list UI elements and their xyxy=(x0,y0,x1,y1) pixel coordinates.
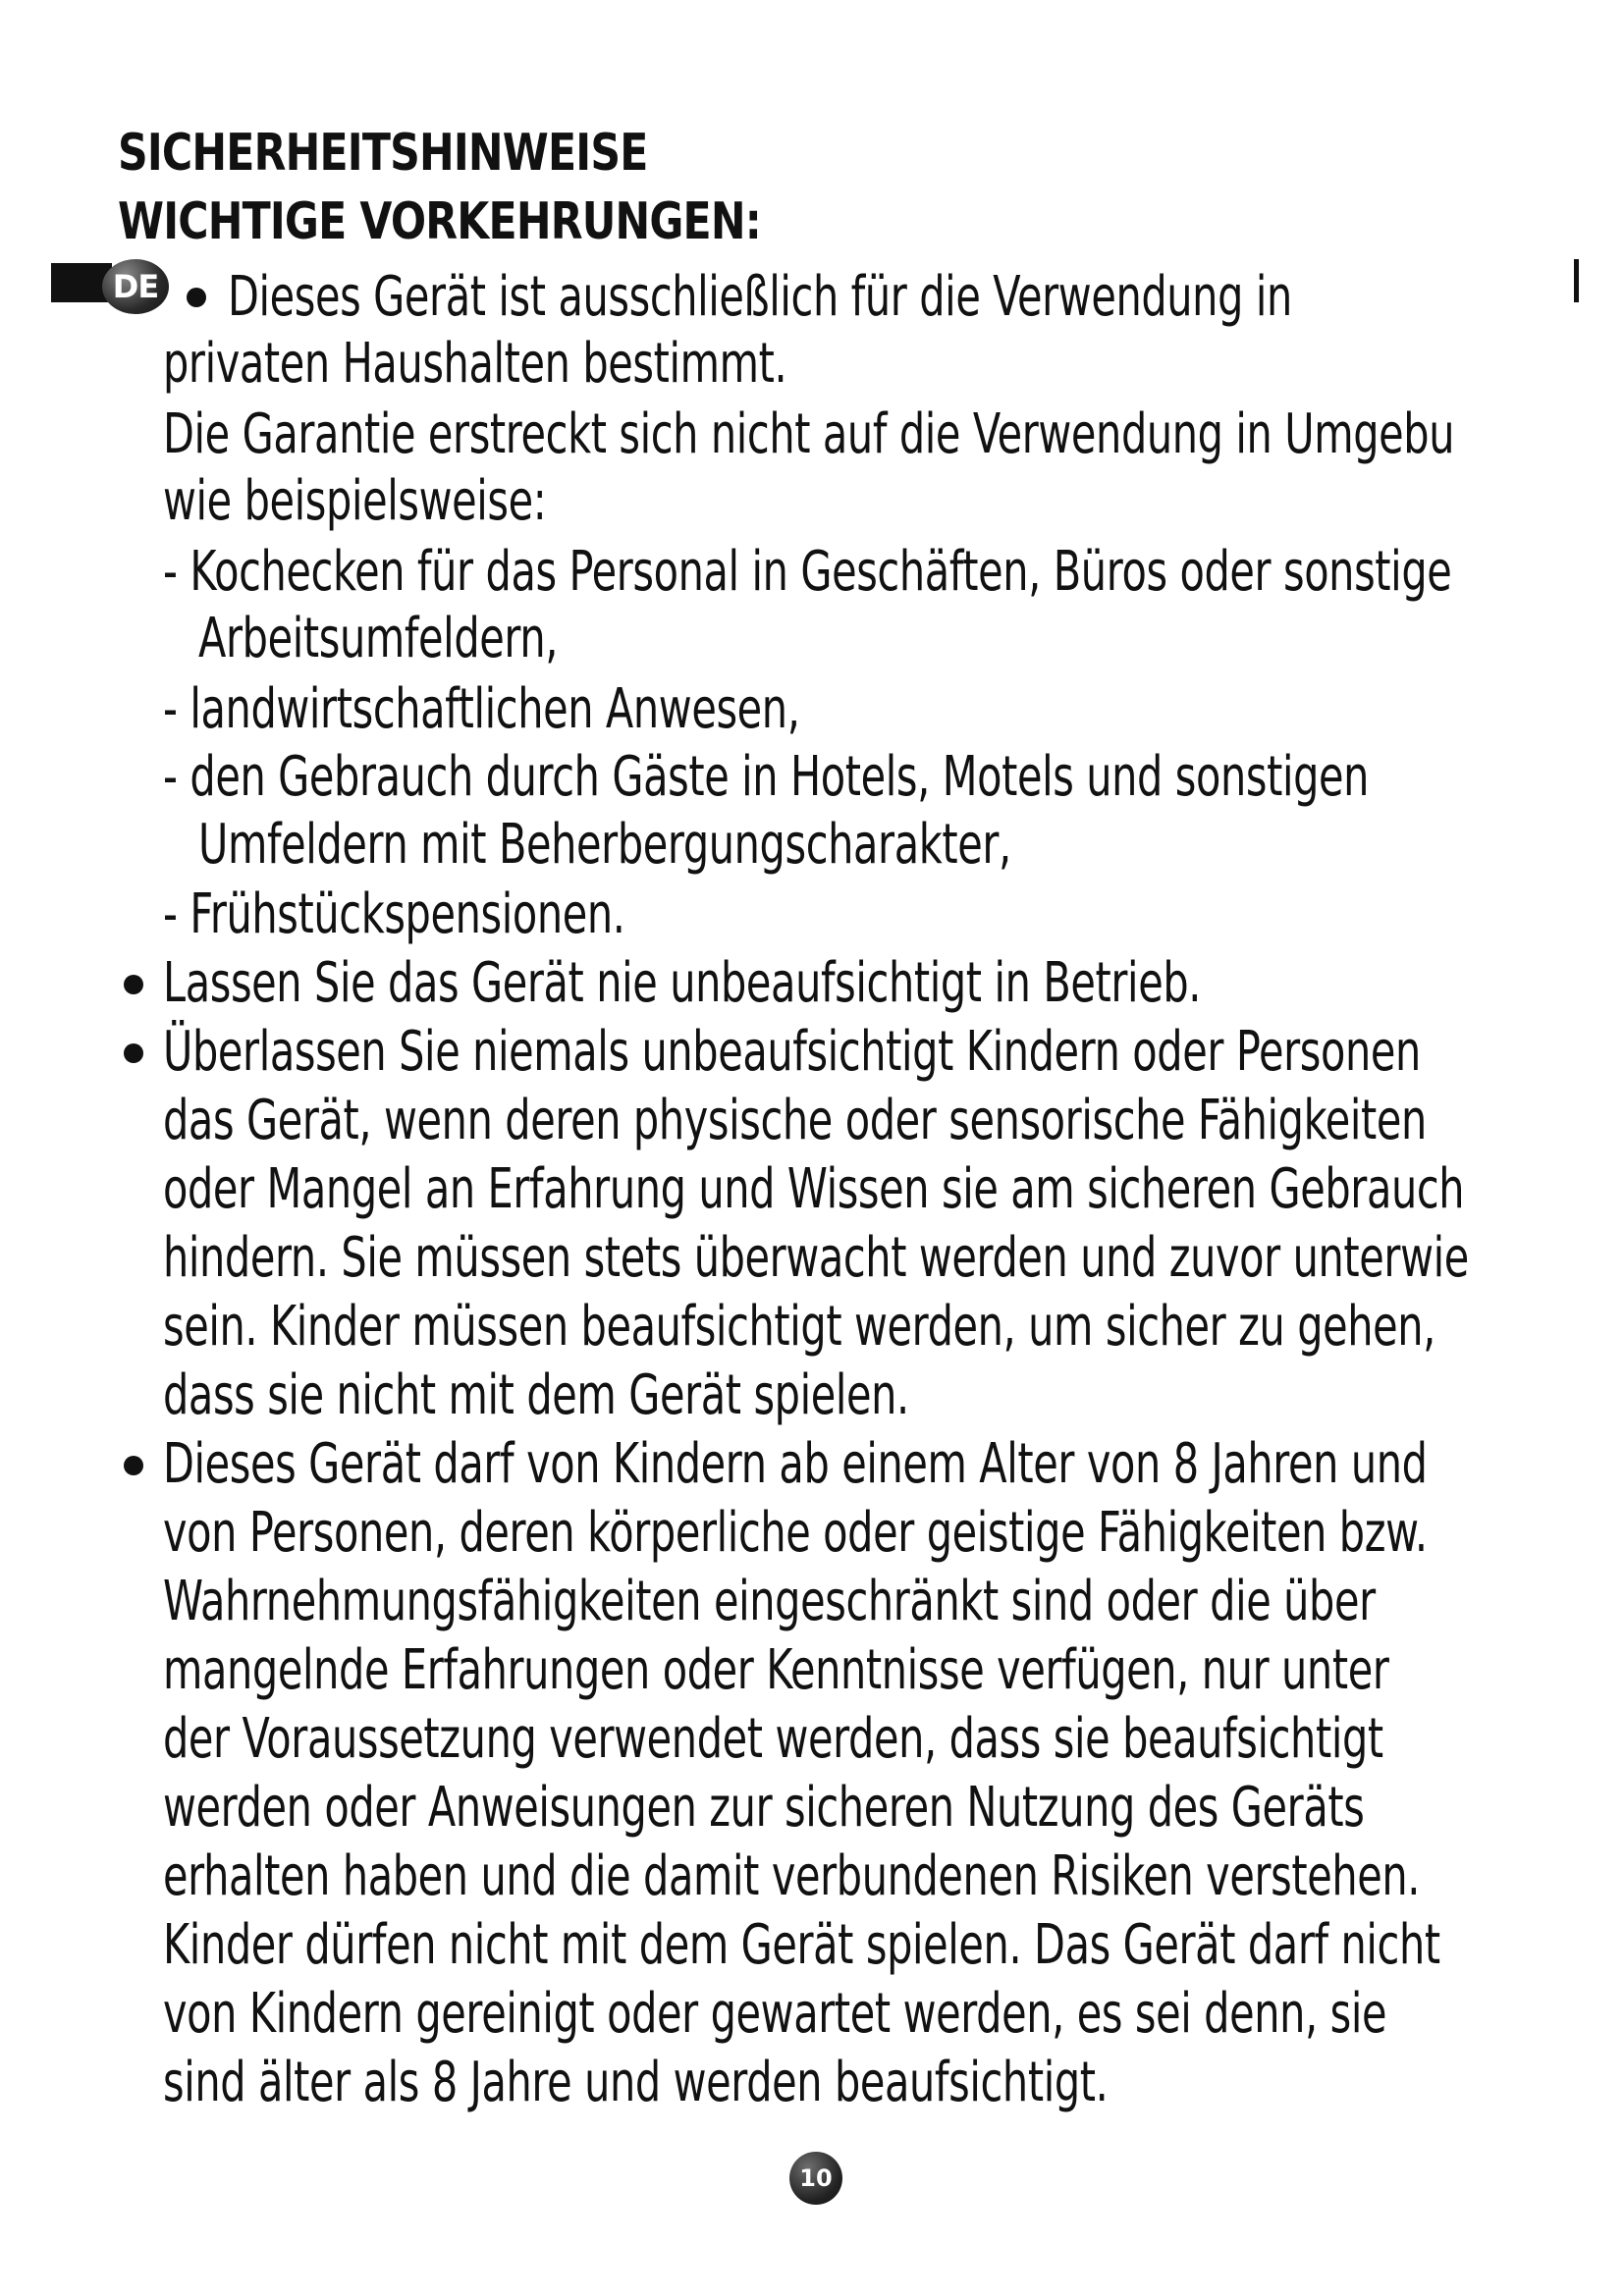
text-line: Kinder dürfen nicht mit dem Gerät spielen. Das Gerät darf nicht xyxy=(163,1913,1440,1977)
text-line: von Kindern gereinigt oder gewartet werden, es sei denn, sie xyxy=(163,1982,1387,2046)
text-line: Dieses Gerät ist ausschließlich für die Verwendung in xyxy=(228,265,1292,329)
text-line: Überlassen Sie niemals unbeaufsichtigt Kindern oder Personen xyxy=(163,1020,1421,1084)
page-number: 10 xyxy=(789,2152,842,2205)
text-line: - den Gebrauch durch Gäste in Hotels, Motels und sonstigen xyxy=(163,745,1370,809)
text-line: oder Mangel an Erfahrung und Wissen sie am sicheren Gebrauch xyxy=(163,1157,1465,1221)
bullet-icon xyxy=(187,288,206,307)
language-badge: DE xyxy=(102,259,169,314)
section-title: SICHERHEITSHINWEISE xyxy=(118,124,648,183)
text-line: - landwirtschaftlichen Anwesen, xyxy=(163,677,800,741)
text-line: Wahrnehmungsfähigkeiten eingeschränkt sind oder die über xyxy=(163,1570,1376,1633)
text-line: sind älter als 8 Jahre und werden beaufsichtigt. xyxy=(163,2051,1109,2114)
bullet-icon xyxy=(124,975,143,994)
text-line: Umfeldern mit Beherbergungscharakter, xyxy=(198,813,1011,877)
edge-marker xyxy=(1574,259,1579,302)
text-line: Dieses Gerät darf von Kindern ab einem Alter von 8 Jahren und xyxy=(163,1432,1428,1496)
text-line: sein. Kinder müssen beaufsichtigt werden, um sicher zu gehen, xyxy=(163,1295,1435,1359)
text-line: - Kochecken für das Personal in Geschäften, Büros oder sonstige xyxy=(163,540,1452,604)
text-line: werden oder Anweisungen zur sicheren Nutzung des Geräts xyxy=(163,1776,1365,1840)
text-line: mangelnde Erfahrungen oder Kenntnisse verfügen, nur unter xyxy=(163,1638,1389,1702)
text-line: - Frühstückspensionen. xyxy=(163,882,625,946)
text-line: das Gerät, wenn deren physische oder sensorische Fähigkeiten xyxy=(163,1089,1427,1152)
text-line: Arbeitsumfeldern, xyxy=(198,607,559,670)
text-line: Die Garantie erstreckt sich nicht auf die Verwendung in Umgebu xyxy=(163,402,1455,466)
text-line: erhalten haben und die damit verbundenen Risiken verstehen. xyxy=(163,1844,1421,1908)
text-line: privaten Haushalten bestimmt. xyxy=(163,332,787,396)
text-line: hindern. Sie müssen stets überwacht werden und zuvor unterwie xyxy=(163,1226,1469,1290)
bullet-icon xyxy=(124,1456,143,1475)
bullet-icon xyxy=(124,1043,143,1063)
section-subtitle: WICHTIGE VORKEHRUNGEN: xyxy=(118,192,761,251)
text-line: der Voraussetzung verwendet werden, dass sie beaufsichtigt xyxy=(163,1707,1383,1771)
text-line: von Personen, deren körperliche oder geistige Fähigkeiten bzw. xyxy=(163,1501,1428,1565)
text-line: Lassen Sie das Gerät nie unbeaufsichtigt in Betrieb. xyxy=(163,951,1202,1015)
text-line: dass sie nicht mit dem Gerät spielen. xyxy=(163,1363,909,1427)
text-line: wie beispielsweise: xyxy=(163,469,547,533)
